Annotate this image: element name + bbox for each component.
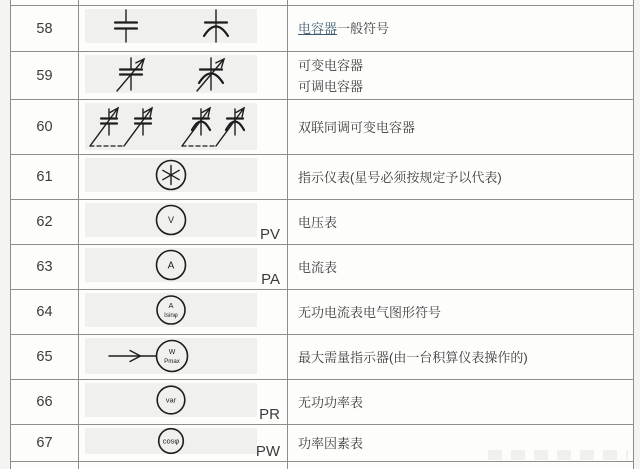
table-row <box>11 100 634 155</box>
symbol-varcap-flat <box>111 55 151 93</box>
table-row <box>11 52 634 100</box>
svg-text:Pmax: Pmax <box>164 358 180 365</box>
description: 无功电流表电气图形符号 <box>298 304 442 320</box>
meter-label: PR <box>259 406 280 423</box>
row-number: 61 <box>11 155 79 199</box>
description: 电容器一般符号 <box>298 21 390 36</box>
symbol-cell <box>79 52 288 99</box>
meter-label: PW <box>255 443 280 460</box>
symbol-meter-cos-phi <box>157 427 185 455</box>
row-number: 67 <box>11 425 79 461</box>
description: 可变电容器 <box>298 57 364 73</box>
table-row <box>11 155 634 200</box>
row-number: 64 <box>11 290 79 334</box>
description: 无功功率表 <box>298 394 364 410</box>
symbol-meter-ammeter <box>154 248 188 282</box>
table-row <box>11 335 634 380</box>
symbol-cell <box>79 425 288 461</box>
table-row <box>11 6 634 52</box>
symbol-box <box>85 103 257 150</box>
row-number: 59 <box>11 52 79 99</box>
symbol-cell <box>79 245 288 289</box>
svg-text:Isinφ: Isinφ <box>164 312 178 319</box>
watermark <box>488 450 628 460</box>
table-row-partial <box>11 462 634 469</box>
symbol-capacitor-curved <box>199 9 233 43</box>
symbol-varcap-curved <box>191 55 231 93</box>
svg-text:A: A <box>167 260 175 272</box>
capacitor-link[interactable]: 电容器 <box>298 21 338 36</box>
table-row <box>11 200 634 245</box>
symbol-cell <box>79 200 288 244</box>
symbol-box <box>85 158 257 192</box>
symbol-meter-var <box>155 384 187 416</box>
table-row <box>11 290 634 335</box>
symbol-meter-voltmeter <box>154 203 188 237</box>
description: 电流表 <box>298 259 338 275</box>
description: 功率因素表 <box>298 435 364 451</box>
symbol-cell <box>79 6 288 51</box>
svg-text:V: V <box>167 215 175 225</box>
symbol-capacitor-flat <box>109 9 143 43</box>
table-row <box>11 245 634 290</box>
symbol-box <box>85 9 257 43</box>
symbol-gang-varcap-curved <box>177 105 257 149</box>
symbol-box <box>85 203 257 237</box>
symbol-cell <box>79 380 288 424</box>
svg-text:cosφ: cosφ <box>162 436 180 446</box>
table-row <box>11 380 634 425</box>
svg-text:W: W <box>168 349 176 356</box>
row-number: 63 <box>11 245 79 289</box>
row-number: 66 <box>11 380 79 424</box>
symbol-box <box>85 248 257 282</box>
description: 电压表 <box>298 214 338 230</box>
description: 最大需量指示器(由一台积算仪表操作的) <box>298 349 528 365</box>
meter-label: PV <box>259 226 280 243</box>
symbol-meter-reactive-current <box>155 294 187 326</box>
symbol-table <box>10 0 634 469</box>
symbol-box <box>85 55 257 93</box>
row-number: 65 <box>11 335 79 379</box>
row-number: 62 <box>11 200 79 244</box>
symbol-box <box>85 428 257 454</box>
symbol-meter-indicator <box>154 158 188 192</box>
symbol-meter-max-demand <box>107 338 235 374</box>
symbol-box <box>85 293 257 327</box>
description: 可调电容器 <box>298 78 364 94</box>
svg-text:A: A <box>168 301 174 310</box>
svg-text:var: var <box>165 395 177 405</box>
row-number: 60 <box>11 100 79 154</box>
symbol-cell <box>79 155 288 199</box>
description: 双联同调可变电容器 <box>298 119 416 135</box>
symbol-cell <box>79 335 288 379</box>
symbol-cell <box>79 290 288 334</box>
symbol-gang-varcap-flat <box>85 105 165 149</box>
meter-label: PA <box>261 271 280 288</box>
symbol-box <box>85 338 257 374</box>
symbol-cell <box>79 100 288 154</box>
symbol-box <box>85 383 257 417</box>
row-number: 58 <box>11 6 79 51</box>
description: 指示仪表(星号必须按规定予以代表) <box>298 169 502 185</box>
